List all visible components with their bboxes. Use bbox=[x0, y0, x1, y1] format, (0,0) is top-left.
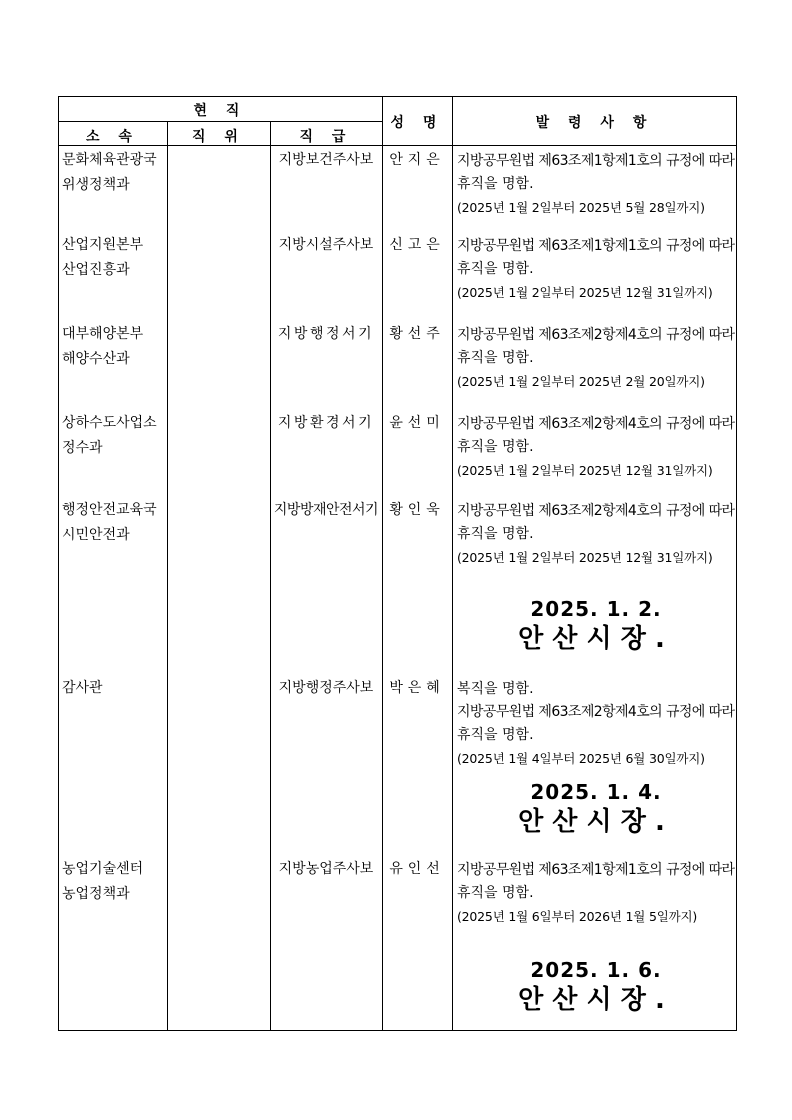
signature-date: 2025. 1. 6. bbox=[530, 958, 662, 982]
order-line: 휴직을 명함. bbox=[457, 261, 534, 277]
column-divider bbox=[167, 121, 168, 1031]
order-line: (2025년 1월 2일부터 2025년 12월 31일까지) bbox=[457, 285, 713, 300]
order-line: (2025년 1월 2일부터 2025년 2월 20일까지) bbox=[457, 374, 705, 389]
record-order bbox=[457, 678, 735, 770]
record-grade: 지방농업주사보 bbox=[278, 861, 374, 877]
signature-issuer: 안산시장. bbox=[518, 985, 674, 1015]
record-name: 박은혜 bbox=[389, 680, 445, 696]
record-name: 안지은 bbox=[389, 152, 445, 168]
record-department bbox=[62, 148, 166, 198]
record-grade: 지방환경서기 bbox=[277, 415, 375, 431]
column-divider bbox=[452, 96, 453, 1031]
record-order bbox=[457, 235, 735, 304]
record-grade: 지방보건주사보 bbox=[278, 152, 374, 168]
record-name: 윤선미 bbox=[389, 415, 445, 431]
department-line: 위생정책과 bbox=[62, 177, 130, 193]
record-grade: 지방시설주사보 bbox=[278, 237, 374, 253]
department-line: 문화체육관광국 bbox=[62, 152, 157, 168]
order-line: 휴직을 명함. bbox=[457, 176, 534, 192]
department-line: 해양수산과 bbox=[62, 351, 130, 367]
order-line: 지방공무원법 제63조제1항제1호의 규정에 따라 bbox=[457, 238, 735, 254]
record-name: 황선주 bbox=[389, 326, 445, 342]
department-line: 감사관 bbox=[62, 680, 103, 696]
order-line: 지방공무원법 제63조제1항제1호의 규정에 따라 bbox=[457, 862, 735, 878]
record-order bbox=[457, 413, 735, 482]
department-line: 산업진흥과 bbox=[62, 262, 130, 278]
order-line: 지방공무원법 제63조제2항제4호의 규정에 따라 bbox=[457, 416, 735, 432]
header-grade: 직 급 bbox=[299, 129, 353, 145]
record-order bbox=[457, 150, 735, 219]
department-line: 상하수도사업소 bbox=[62, 415, 157, 431]
signature-issuer: 안산시장. bbox=[518, 807, 674, 837]
record-grade: 지방행정주사보 bbox=[278, 680, 374, 696]
order-line: 지방공무원법 제63조제2항제4호의 규정에 따라 bbox=[457, 704, 735, 720]
record-name: 황인욱 bbox=[389, 502, 445, 518]
header-current-position: 현 직 bbox=[193, 103, 247, 119]
signature-date: 2025. 1. 4. bbox=[530, 780, 662, 804]
header-position: 직 위 bbox=[192, 129, 245, 145]
signature-block bbox=[460, 596, 732, 656]
department-line: 행정안전교육국 bbox=[62, 502, 157, 518]
order-line: (2025년 1월 2일부터 2025년 12월 31일까지) bbox=[457, 550, 713, 565]
department-line: 농업기술센터 bbox=[62, 861, 144, 877]
record-grade: 지방행정서기 bbox=[277, 326, 375, 342]
order-line: (2025년 1월 2일부터 2025년 12월 31일까지) bbox=[457, 463, 713, 478]
order-line: 휴직을 명함. bbox=[457, 439, 534, 455]
column-divider bbox=[270, 121, 271, 1031]
record-department bbox=[62, 676, 166, 701]
record-department bbox=[62, 411, 166, 461]
record-department bbox=[62, 498, 166, 548]
header-divider bbox=[58, 121, 382, 122]
order-line: 휴직을 명함. bbox=[457, 885, 534, 901]
signature-issuer: 안산시장. bbox=[518, 624, 674, 654]
header-affiliation: 소 속 bbox=[86, 129, 139, 145]
record-name: 신고은 bbox=[389, 237, 445, 253]
department-line: 시민안전과 bbox=[62, 527, 130, 543]
record-department bbox=[62, 322, 166, 372]
order-line: (2025년 1월 2일부터 2025년 5월 28일까지) bbox=[457, 200, 705, 215]
order-line: 휴직을 명함. bbox=[457, 526, 534, 542]
order-line: 복직을 명함. bbox=[457, 681, 534, 697]
header-order: 발 령 사 항 bbox=[535, 115, 654, 131]
order-line: 지방공무원법 제63조제1항제1호의 규정에 따라 bbox=[457, 153, 735, 169]
department-line: 대부해양본부 bbox=[62, 326, 144, 342]
record-grade: 지방방재안전서기 bbox=[273, 502, 379, 518]
record-department bbox=[62, 233, 166, 283]
order-line: (2025년 1월 6일부터 2026년 1월 5일까지) bbox=[457, 909, 698, 924]
signature-date: 2025. 1. 2. bbox=[530, 597, 662, 621]
record-order bbox=[457, 500, 735, 569]
column-divider bbox=[382, 96, 383, 1031]
signature-block bbox=[460, 957, 732, 1017]
record-department bbox=[62, 857, 166, 907]
record-order bbox=[457, 859, 735, 928]
signature-block bbox=[460, 779, 732, 839]
department-line: 농업정책과 bbox=[62, 886, 130, 902]
order-line: 휴직을 명함. bbox=[457, 727, 534, 743]
header-name: 성 명 bbox=[390, 115, 444, 131]
order-line: (2025년 1월 4일부터 2025년 6월 30일까지) bbox=[457, 751, 705, 766]
order-line: 지방공무원법 제63조제2항제4호의 규정에 따라 bbox=[457, 503, 735, 519]
department-line: 산업지원본부 bbox=[62, 237, 144, 253]
record-name: 유인선 bbox=[389, 861, 445, 877]
order-line: 휴직을 명함. bbox=[457, 350, 534, 366]
record-order bbox=[457, 324, 735, 393]
department-line: 정수과 bbox=[62, 440, 103, 456]
order-line: 지방공무원법 제63조제2항제4호의 규정에 따라 bbox=[457, 327, 735, 343]
